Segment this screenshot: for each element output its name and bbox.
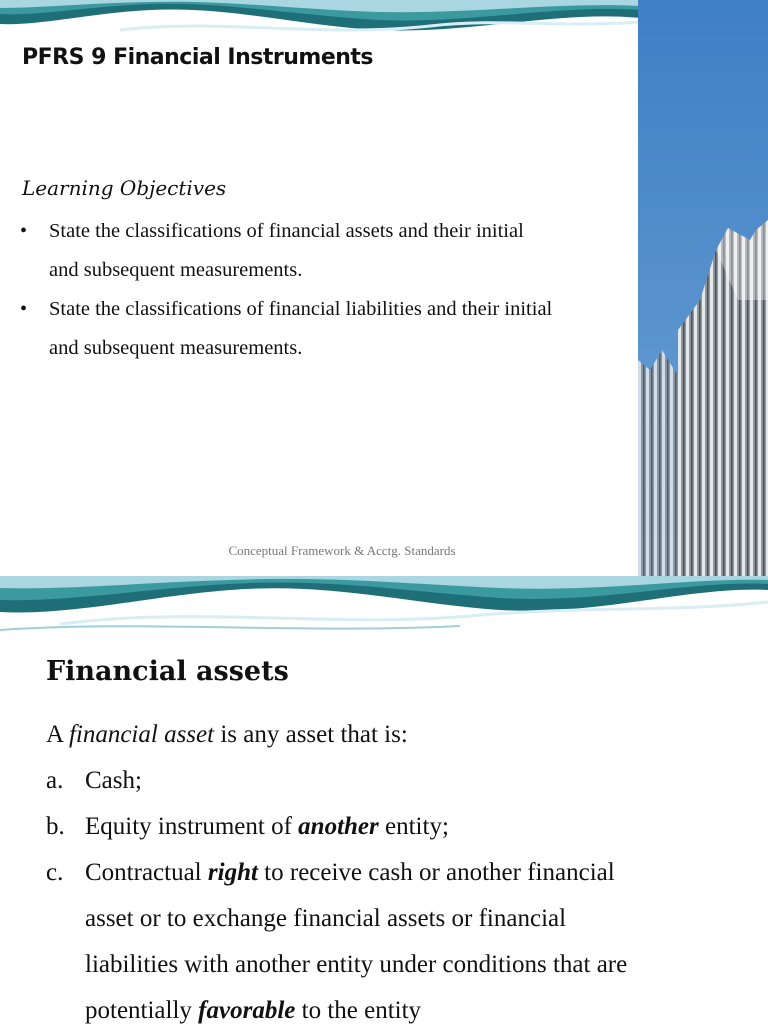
list-item-text: to the entity bbox=[295, 997, 422, 1024]
list-marker: b. bbox=[46, 813, 65, 840]
list-item-text: Equity instrument of bbox=[85, 813, 299, 840]
objective-item bbox=[20, 212, 632, 290]
building-photo bbox=[638, 0, 768, 576]
slide-title: Financial assets bbox=[46, 656, 289, 687]
slide-body bbox=[46, 712, 736, 1024]
list-item-text: asset or to exchange financial assets or financial bbox=[85, 905, 567, 932]
bullet-icon: • bbox=[20, 220, 28, 242]
objective-line: and subsequent measurements. bbox=[49, 259, 303, 281]
definition-intro bbox=[46, 712, 736, 758]
defined-term: financial asset bbox=[68, 721, 215, 748]
header-wave-decoration bbox=[0, 576, 768, 634]
intro-prefix: A bbox=[46, 721, 69, 748]
definition-list bbox=[46, 758, 736, 1024]
objective-item bbox=[20, 290, 632, 368]
emphasized-word: another bbox=[298, 813, 379, 840]
list-item-text: entity; bbox=[378, 813, 449, 840]
slide-2 bbox=[0, 576, 768, 1024]
objective-line: and subsequent measurements. bbox=[49, 337, 303, 359]
list-item-text: Contractual bbox=[85, 859, 208, 886]
list-item-text: to receive cash or another financial bbox=[257, 859, 615, 886]
objectives-list bbox=[20, 212, 632, 368]
list-item bbox=[46, 804, 736, 850]
list-item-text: potentially bbox=[85, 997, 199, 1024]
list-item-text: Cash; bbox=[85, 767, 142, 794]
intro-suffix: is any asset that is: bbox=[214, 721, 408, 748]
list-item bbox=[46, 758, 736, 804]
objective-line: State the classifications of financial liabilities and their initial bbox=[49, 298, 553, 320]
emphasized-word: right bbox=[207, 859, 258, 886]
list-item-text: liabilities with another entity under conditions that are bbox=[85, 951, 628, 978]
list-marker: c. bbox=[46, 859, 64, 886]
objective-line: State the classifications of financial assets and their initial bbox=[49, 220, 524, 242]
emphasized-word: favorable bbox=[198, 997, 296, 1024]
slide-footer: Conceptual Framework & Acctg. Standards bbox=[228, 543, 456, 558]
header-wave-decoration bbox=[0, 0, 640, 40]
list-marker: a. bbox=[46, 767, 64, 794]
learning-objectives-heading: Learning Objectives bbox=[22, 176, 227, 200]
list-item bbox=[46, 850, 736, 1024]
slide-title: PFRS 9 Financial Instruments bbox=[22, 45, 374, 70]
bullet-icon: • bbox=[20, 298, 28, 320]
